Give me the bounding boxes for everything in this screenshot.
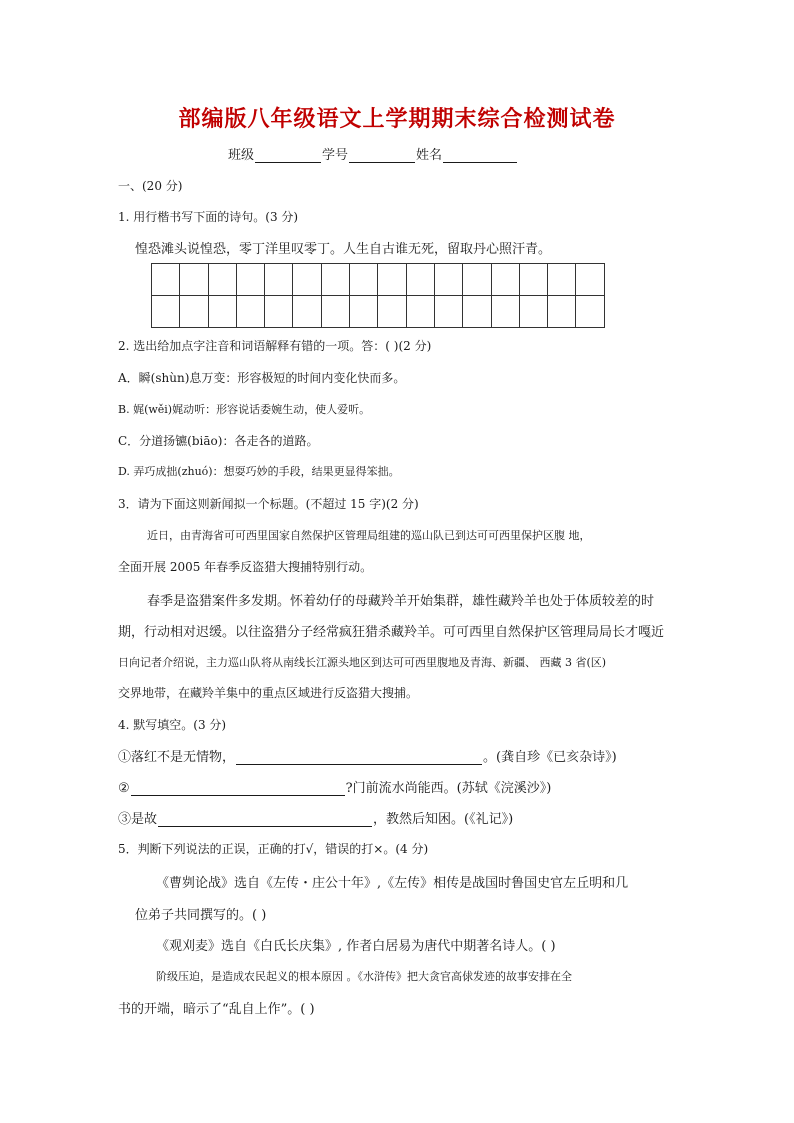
grid-cell[interactable] xyxy=(237,296,265,328)
news-paragraph-1-line-2: 全面开展 2005 年春季反盗猎大搜捕特别行动。 xyxy=(118,560,373,574)
q1-poem: 惶恐滩头说惶恐，零丁洋里叹零丁。人生自古谁无死，留取丹心照汗青。 xyxy=(135,242,552,257)
q5-statement-1-line-1: 《曹刿论战》选自《左传・庄公十年》,《左传》相传是战国时鲁国史官左丘明和几 xyxy=(156,876,629,891)
student-info-line xyxy=(228,144,518,163)
q4-line-1-source: 。(龚自珍《已亥杂诗》) xyxy=(483,750,617,765)
q2-option-d: D. 弄巧成拙(zhuó)：想耍巧妙的手段，结果更显得笨拙。 xyxy=(118,465,400,478)
grid-cell[interactable] xyxy=(492,296,520,328)
q5-statement-3-line-1: 阶级压迫，是造成农民起义的根本原因 。《水浒传》把大贪官高俅发迹的故事安排在全 xyxy=(156,970,572,983)
name-blank[interactable] xyxy=(443,148,517,163)
grid-cell[interactable] xyxy=(265,264,293,296)
class-label: 班级 xyxy=(228,148,255,163)
grid-cell[interactable] xyxy=(378,296,406,328)
news-paragraph-2-line-2: 期，行动相对迟缓。以往盗猎分子经常疯狂猎杀藏羚羊。可可西里自然保护区管理局局长才嘎近 xyxy=(118,625,665,640)
news-paragraph-2-line-4: 交界地带，在藏羚羊集中的重点区域进行反盗猎大搜捕。 xyxy=(118,686,419,700)
q4-blank-1[interactable] xyxy=(236,750,482,765)
grid-cell[interactable] xyxy=(435,264,463,296)
grid-cell[interactable] xyxy=(152,264,180,296)
grid-cell[interactable] xyxy=(407,264,435,296)
grid-cell[interactable] xyxy=(209,264,237,296)
q4-blank-2[interactable] xyxy=(131,781,345,796)
q1-prompt: 1. 用行楷书写下面的诗句。(3 分) xyxy=(118,210,299,224)
grid-cell[interactable] xyxy=(322,264,350,296)
grid-cell[interactable] xyxy=(265,296,293,328)
name-label: 姓名 xyxy=(416,148,443,163)
grid-cell[interactable] xyxy=(548,296,576,328)
q4-line-1-text: ①落红不是无情物， xyxy=(118,750,236,765)
q4-line-2 xyxy=(118,777,551,796)
q5-statement-2: 《观刈麦》选自《白氏长庆集》, 作者白居易为唐代中期著名诗人。( ) xyxy=(156,939,556,954)
page-title: 部编版八年级语文上学期期末综合检测试卷 xyxy=(178,106,616,132)
number-blank[interactable] xyxy=(349,148,415,163)
grid-cell[interactable] xyxy=(576,264,604,296)
q3-prompt: 3．请为下面这则新闻拟一个标题。(不超过 15 字)(2 分) xyxy=(118,497,419,511)
grid-cell[interactable] xyxy=(548,264,576,296)
q5-statement-3-line-2: 书的开端，暗示了“乱自上作”。( ) xyxy=(118,1002,315,1017)
grid-cell[interactable] xyxy=(576,296,604,328)
news-paragraph-2-line-3: 日向记者介绍说，主力巡山队将从南线长江源头地区到达可可西里腹地及青海、新疆、 西藏 3 省(区) xyxy=(118,656,607,669)
grid-cell[interactable] xyxy=(350,296,378,328)
q4-line-3-text: ③是故 xyxy=(118,812,158,827)
q2-option-a: A．瞬(shùn)息万变：形容极短的时间内变化快而多。 xyxy=(118,371,406,385)
grid-cell[interactable] xyxy=(180,296,208,328)
grid-cell[interactable] xyxy=(435,296,463,328)
grid-cell[interactable] xyxy=(237,264,265,296)
class-blank[interactable] xyxy=(255,148,321,163)
q5-statement-1-line-2: 位弟子共同撰写的。( ) xyxy=(135,908,267,923)
section-heading: 一、(20 分) xyxy=(118,179,183,193)
grid-cell[interactable] xyxy=(350,264,378,296)
q2-option-b: B. 娓(wěi)娓动听：形容说话委婉生动，使人爱听。 xyxy=(118,403,371,416)
writing-grid[interactable] xyxy=(151,263,605,328)
q2-option-c: C．分道扬镳(biāo)：各走各的道路。 xyxy=(118,434,319,448)
grid-cell[interactable] xyxy=(293,296,321,328)
grid-cell[interactable] xyxy=(322,296,350,328)
q5-prompt: 5．判断下列说法的正误，正确的打√，错误的打×。(4 分) xyxy=(118,842,429,856)
grid-cell[interactable] xyxy=(407,296,435,328)
q4-line-2-source: ?门前流水尚能西。(苏轼《浣溪沙》) xyxy=(345,781,552,796)
q4-line-1 xyxy=(118,746,617,765)
q4-line-3-source: ，教然后知困。(《礼记》) xyxy=(373,812,514,827)
q4-blank-3[interactable] xyxy=(158,812,372,827)
q4-line-3 xyxy=(118,808,513,827)
news-paragraph-1-line-1: 近日，由青海省可可西里国家自然保护区管理局组建的巡山队已到达可可西里保护区腹 地， xyxy=(147,529,591,542)
q4-prompt: 4. 默写填空。(3 分) xyxy=(118,718,227,732)
news-paragraph-2-line-1: 春季是盗猎案件多发期。怀着幼仔的母藏羚羊开始集群，雄性藏羚羊也处于体质较差的时 xyxy=(147,594,655,609)
number-label: 学号 xyxy=(322,148,349,163)
q4-line-2-text: ② xyxy=(118,781,130,796)
grid-cell[interactable] xyxy=(293,264,321,296)
grid-cell[interactable] xyxy=(180,264,208,296)
grid-cell[interactable] xyxy=(520,296,548,328)
grid-cell[interactable] xyxy=(378,264,406,296)
grid-cell[interactable] xyxy=(520,264,548,296)
grid-cell[interactable] xyxy=(463,264,491,296)
grid-cell[interactable] xyxy=(152,296,180,328)
grid-cell[interactable] xyxy=(463,296,491,328)
grid-cell[interactable] xyxy=(209,296,237,328)
grid-cell[interactable] xyxy=(492,264,520,296)
q2-prompt: 2. 选出给加点字注音和词语解释有错的一项。答：( )(2 分) xyxy=(118,339,432,353)
